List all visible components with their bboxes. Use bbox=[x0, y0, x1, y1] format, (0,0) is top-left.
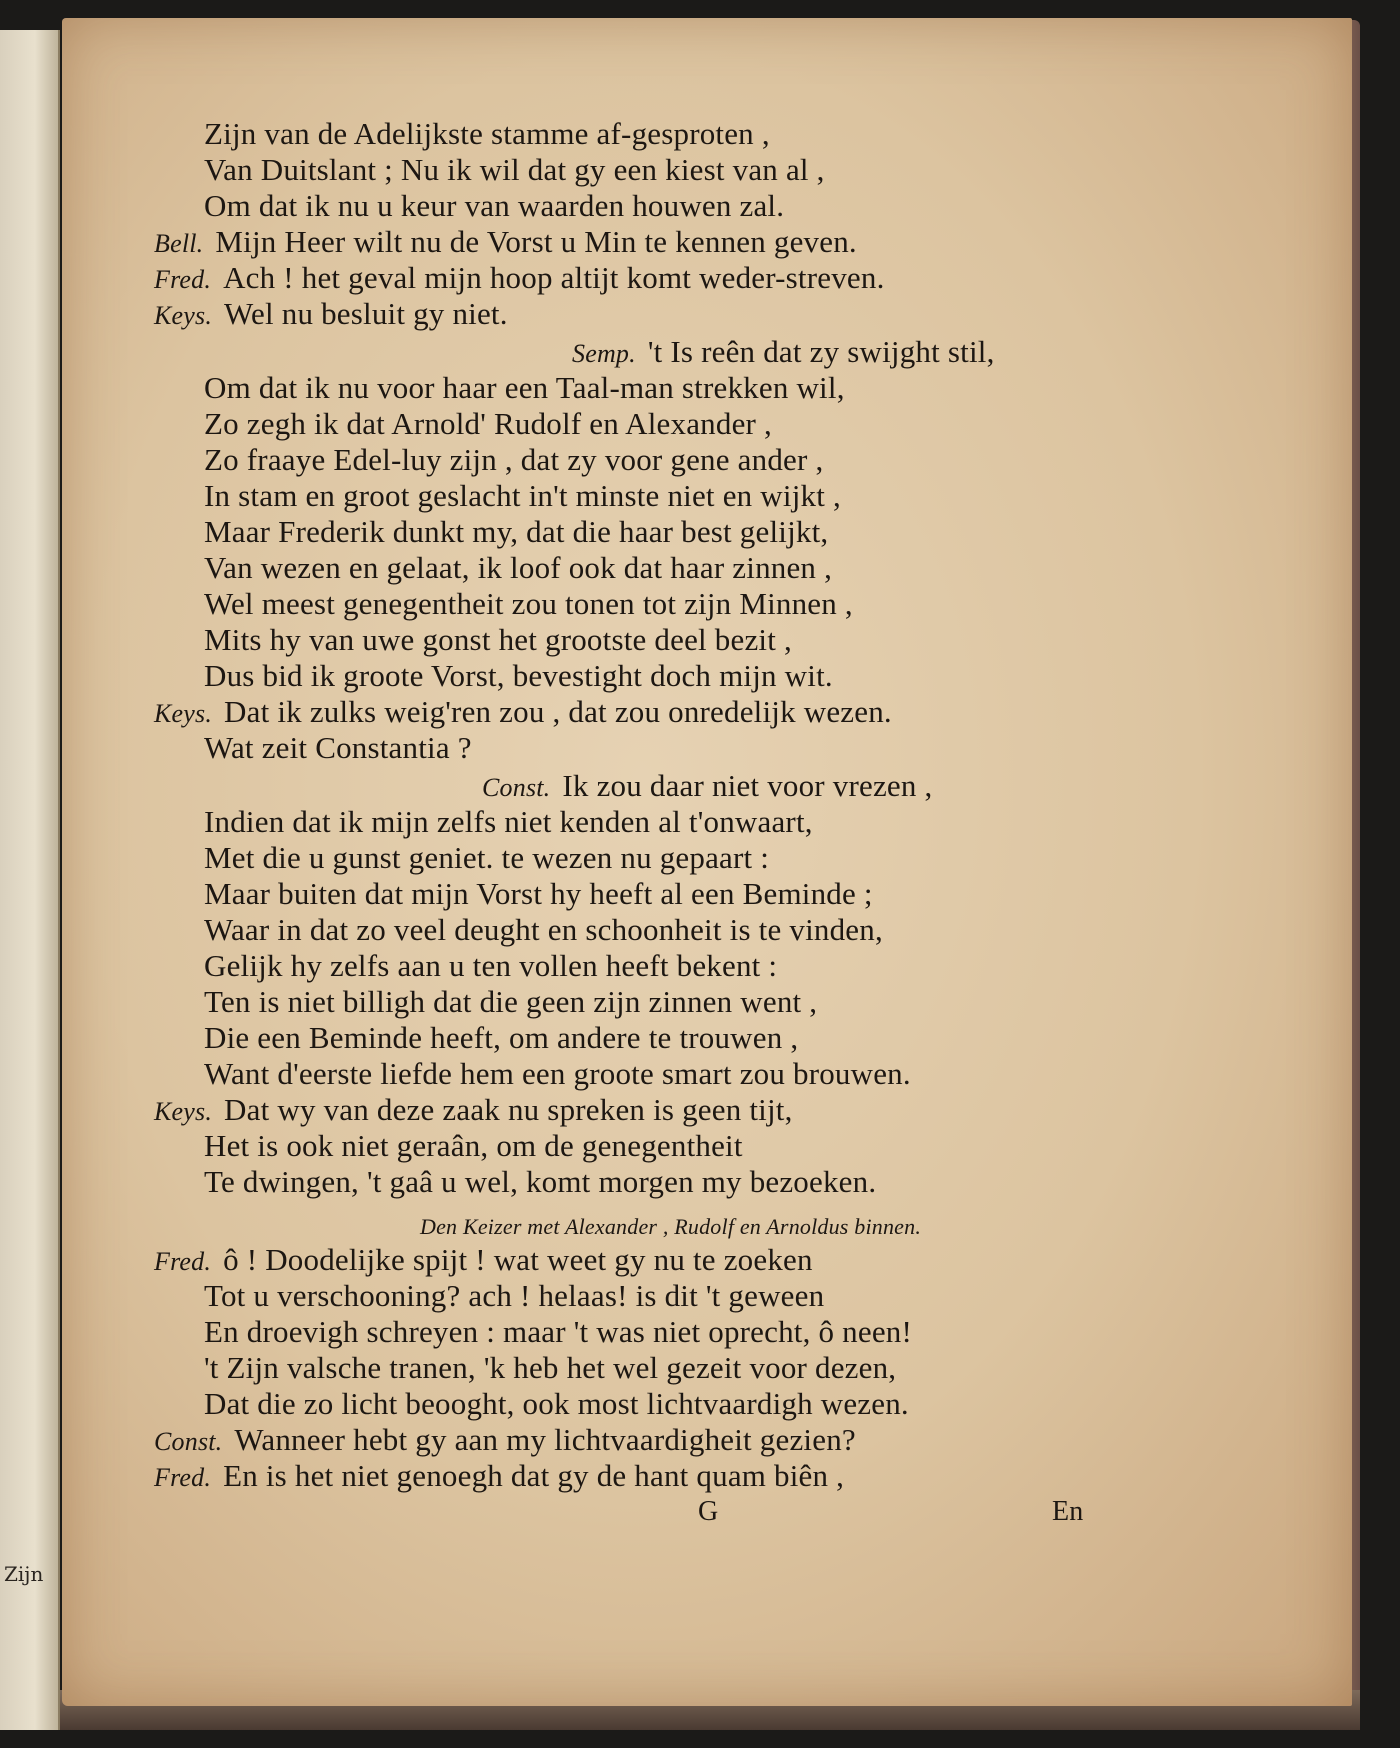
verse-line bbox=[154, 296, 508, 334]
verse-line bbox=[482, 768, 932, 806]
verse-line-text: Mijn Heer wilt nu de Vorst u Min te kennen geven. bbox=[215, 224, 857, 259]
verse-line-text: Dus bid ik groote Vorst, bevestight doch mijn wit. bbox=[204, 658, 833, 693]
verse-line bbox=[204, 406, 772, 442]
verse-line bbox=[204, 948, 777, 984]
speaker-label: Keys. bbox=[154, 301, 213, 330]
verse-line-text: Zo zegh ik dat Arnold' Rudolf en Alexander , bbox=[204, 406, 772, 441]
verse-line bbox=[204, 550, 832, 586]
verse-line bbox=[204, 1386, 909, 1422]
verse-line bbox=[204, 1020, 798, 1056]
verse-line-text: Ik zou daar niet voor vrezen , bbox=[562, 768, 933, 803]
verse-line bbox=[204, 658, 833, 694]
verse-line-text: Wat zeit Constantia ? bbox=[204, 730, 472, 765]
verse-line bbox=[204, 478, 841, 514]
verse-text bbox=[62, 18, 1352, 1706]
verse-line bbox=[154, 1242, 813, 1280]
verse-line bbox=[204, 1350, 896, 1386]
verse-line-text: Van Duitslant ; Nu ik wil dat gy een kiest van al , bbox=[204, 152, 825, 187]
verse-line bbox=[204, 188, 784, 224]
verse-line bbox=[204, 514, 828, 550]
verse-line bbox=[154, 1458, 844, 1496]
verse-line bbox=[204, 370, 845, 406]
left-page-edge bbox=[0, 30, 60, 1730]
verse-line-text: Indien dat ik mijn zelfs niet kenden al t'onwaart, bbox=[204, 804, 813, 839]
catchword: En bbox=[1052, 1496, 1084, 1527]
verse-line bbox=[204, 116, 770, 152]
verse-line-text: Want d'eerste liefde hem een groote smart zou brouwen. bbox=[204, 1056, 911, 1091]
verse-line bbox=[204, 984, 817, 1020]
verse-line bbox=[204, 1164, 876, 1200]
speaker-label: Fred. bbox=[154, 1463, 212, 1492]
verse-line bbox=[154, 694, 892, 732]
verse-line-text: Wel nu besluit gy niet. bbox=[224, 296, 508, 331]
verse-line-text: En is het niet genoegh dat gy de hant quam biên , bbox=[223, 1458, 845, 1493]
speaker-label: Keys. bbox=[154, 1097, 213, 1126]
verse-line-text: Die een Beminde heeft, om andere te trouwen , bbox=[204, 1020, 799, 1055]
verse-line-text: Maar buiten dat mijn Vorst hy heeft al een Beminde ; bbox=[204, 876, 873, 911]
verse-line bbox=[204, 1314, 912, 1350]
verse-line-text: In stam en groot geslacht in't minste niet en wijkt , bbox=[204, 478, 841, 513]
verse-line-text: En droevigh schreyen : maar 't was niet oprecht, ô neen! bbox=[204, 1314, 913, 1349]
speaker-label: Const. bbox=[154, 1427, 223, 1456]
verse-line bbox=[204, 912, 883, 948]
verse-line-text: Maar Frederik dunkt my, dat die haar best gelijkt, bbox=[204, 514, 829, 549]
verse-line bbox=[204, 586, 853, 622]
signature-mark: G bbox=[698, 1496, 719, 1527]
verse-line-text: Zo fraaye Edel-luy zijn , dat zy voor gene ander , bbox=[204, 442, 824, 477]
verse-line-text: Om dat ik nu voor haar een Taal-man strekken wil, bbox=[204, 370, 845, 405]
verse-line-text: Dat wy van deze zaak nu spreken is geen tijt, bbox=[224, 1092, 793, 1127]
verse-line-text: Tot u verschooning? ach ! helaas! is dit 't geween bbox=[204, 1278, 825, 1313]
verse-line-text: Ten is niet billigh dat die geen zijn zinnen went , bbox=[204, 984, 818, 1019]
verse-line-text: Het is ook niet geraân, om de genegentheit bbox=[204, 1128, 743, 1163]
verse-line bbox=[154, 1092, 793, 1130]
verse-line bbox=[154, 1422, 856, 1460]
verse-line bbox=[204, 1128, 743, 1164]
speaker-label: Semp. bbox=[572, 339, 636, 368]
verse-line bbox=[154, 260, 885, 298]
verse-line bbox=[204, 730, 472, 766]
verse-line bbox=[204, 442, 823, 478]
verse-line-text: Gelijk hy zelfs aan u ten vollen heeft bekent : bbox=[204, 948, 778, 983]
verse-line-text: Te dwingen, 't gaâ u wel, komt morgen my bezoeken. bbox=[204, 1164, 877, 1199]
verse-line-text: Wel meest genegentheit zou tonen tot zijn Minnen , bbox=[204, 586, 853, 621]
verse-line-text: 't Is reên dat zy swijght stil, bbox=[647, 334, 995, 369]
stage-direction-text: Den Keizer met Alexander , Rudolf en Arnoldus binnen. bbox=[420, 1214, 922, 1239]
verse-line-text: Met die u gunst geniet. te wezen nu gepaart : bbox=[204, 840, 770, 875]
speaker-label: Keys. bbox=[154, 699, 213, 728]
speaker-label: Bell. bbox=[154, 229, 204, 258]
verse-line-text: Om dat ik nu u keur van waarden houwen zal. bbox=[204, 188, 785, 223]
verse-line-text: Zijn van de Adelijkste stamme af-gesproten , bbox=[204, 116, 770, 151]
speaker-label: Const. bbox=[482, 773, 551, 802]
left-page-fragment: Zijn bbox=[4, 1562, 44, 1586]
verse-line-text: 't Zijn valsche tranen, 'k heb het wel gezeit voor dezen, bbox=[204, 1350, 897, 1385]
verse-line-text: Ach ! het geval mijn hoop altijt komt weder-streven. bbox=[223, 260, 885, 295]
verse-line-text: ô ! Doodelijke spijt ! wat weet gy nu te zoeken bbox=[223, 1242, 813, 1277]
verse-line bbox=[204, 1056, 911, 1092]
verse-line bbox=[572, 334, 995, 372]
book-page bbox=[62, 18, 1352, 1706]
verse-line-text: Dat die zo licht beooght, ook most lichtvaardigh wezen. bbox=[204, 1386, 909, 1421]
speaker-label: Fred. bbox=[154, 1247, 212, 1276]
verse-line bbox=[204, 840, 769, 876]
verse-line bbox=[204, 622, 792, 658]
verse-line-text: Waar in dat zo veel deught en schoonheit is te vinden, bbox=[204, 912, 883, 947]
verse-line bbox=[154, 224, 857, 262]
speaker-label: Fred. bbox=[154, 265, 212, 294]
verse-line-text: Wanneer hebt gy aan my lichtvaardigheit gezien? bbox=[234, 1422, 856, 1457]
verse-line-text: Dat ik zulks weig'ren zou , dat zou onredelijk wezen. bbox=[224, 694, 892, 729]
verse-line bbox=[204, 1278, 824, 1314]
verse-line-text: Van wezen en gelaat, ik loof ook dat haar zinnen , bbox=[204, 550, 833, 585]
stage-direction bbox=[420, 1206, 921, 1245]
verse-line bbox=[204, 876, 873, 912]
verse-line-text: Mits hy van uwe gonst het grootste deel bezit , bbox=[204, 622, 792, 657]
verse-line bbox=[204, 804, 813, 840]
verse-line bbox=[204, 152, 825, 188]
